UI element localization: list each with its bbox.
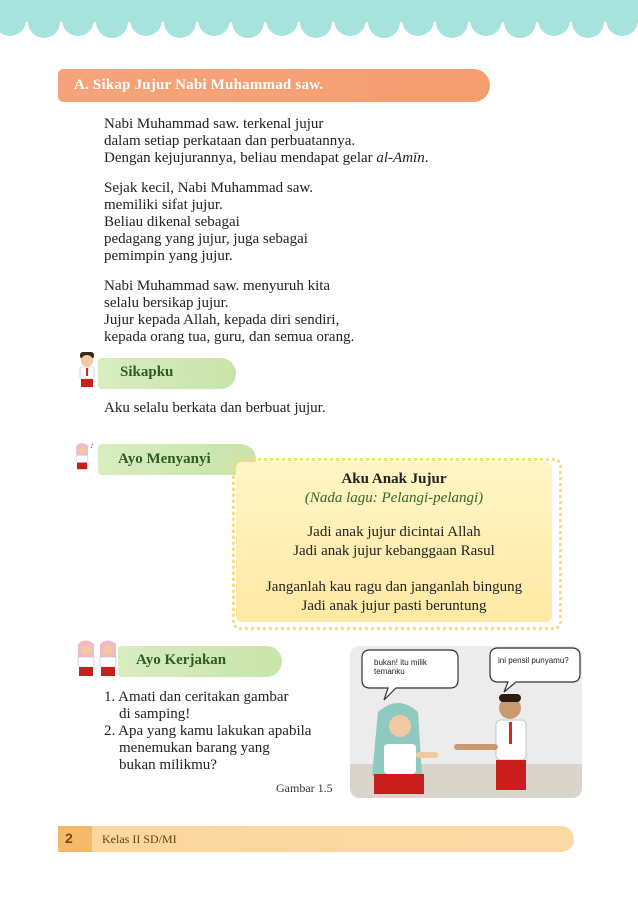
- text-fragment: .: [424, 150, 429, 166]
- sikapku-text: Aku selalu berkata dan berbuat jujur.: [104, 400, 326, 416]
- text-line: Nabi Muhammad saw. terkenal jujur: [104, 116, 324, 132]
- intro-paragraph-2: [104, 180, 313, 265]
- list-item: menemukan barang yang: [104, 740, 270, 756]
- speech-bubble-left: bukan! itu milik temanku: [374, 658, 427, 676]
- text-line: pedagang yang jujur, juga sebagai: [104, 231, 308, 247]
- two-girls-icon: [76, 638, 120, 678]
- text-line: memiliki sifat jujur.: [104, 197, 223, 213]
- song-line: Jadi anak jujur dicintai Allah: [307, 524, 481, 540]
- song-title: Aku Anak Jujur: [341, 471, 447, 487]
- top-wave-decoration: [0, 0, 638, 40]
- girl-student-singing-icon: [74, 436, 96, 476]
- text-fragment: Dengan kejujurannya, beliau mendapat gelar: [104, 150, 377, 166]
- text-line: Beliau dikenal sebagai: [104, 214, 240, 230]
- list-item: di samping!: [104, 706, 191, 722]
- page-number-bg: [58, 826, 92, 852]
- text-line: Nabi Muhammad saw. menyuruh kita: [104, 278, 331, 294]
- speech-bubble-right: ini pensil punyamu?: [498, 656, 569, 665]
- ayo-kerjakan-label: Ayo Kerjakan: [136, 652, 227, 668]
- page-number: 2: [65, 830, 73, 846]
- text-line: Sejak kecil, Nabi Muhammad saw.: [104, 180, 313, 196]
- title-al-amin: al-Amīn: [376, 150, 425, 166]
- text-line: [104, 150, 428, 167]
- task-list: [104, 689, 311, 774]
- text-line: dalam setiap perkataan dan perbuatannya.: [104, 133, 356, 149]
- illustration-figure-1-5: [350, 646, 582, 798]
- list-item: 1. Amati dan ceritakan gambar: [104, 689, 289, 705]
- footer-label: Kelas II SD/MI: [102, 832, 177, 846]
- ayo-menyanyi-label: Ayo Menyanyi: [118, 451, 211, 467]
- intro-paragraph-3: [104, 278, 354, 346]
- intro-paragraph-1: [104, 116, 428, 167]
- section-title: A. Sikap Jujur Nabi Muhammad saw.: [74, 77, 324, 93]
- song-line: Janganlah kau ragu dan janganlah bingung: [265, 579, 523, 595]
- song-subtitle: (Nada lagu: Pelangi-pelangi): [304, 490, 484, 506]
- song-line: Jadi anak jujur kebanggaan Rasul: [293, 543, 495, 559]
- text-line: Jujur kepada Allah, kepada diri sendiri,: [104, 312, 340, 328]
- text-line: selalu bersikap jujur.: [104, 295, 229, 311]
- text-line: pemimpin yang jujur.: [104, 248, 233, 264]
- svg-text:♪: ♪: [90, 443, 94, 450]
- figure-caption: Gambar 1.5: [276, 781, 333, 795]
- text-line: kepada orang tua, guru, dan semua orang.: [104, 329, 355, 345]
- song-line: Jadi anak jujur pasti beruntung: [301, 598, 487, 614]
- list-item: bukan milikmu?: [104, 757, 217, 773]
- sikapku-label: Sikapku: [120, 364, 174, 380]
- list-item: 2. Apa yang kamu lakukan apabila: [104, 723, 312, 739]
- boy-student-icon: [76, 350, 98, 390]
